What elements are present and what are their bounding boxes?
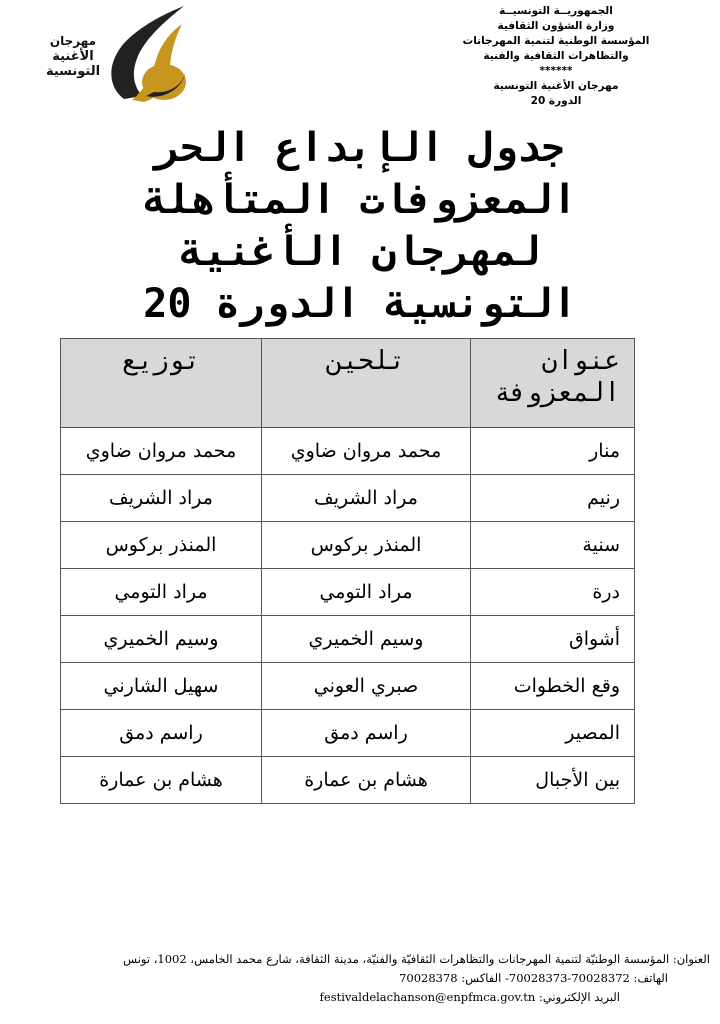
cell-title: درة (471, 569, 635, 616)
table-row (61, 569, 635, 616)
table-row (61, 475, 635, 522)
cell-arranger: مراد التومي (61, 569, 262, 616)
header-line: وزارة الشؤون الثقافية (497, 20, 615, 32)
title-line: المعزوفات المتأهلة (143, 177, 577, 223)
cell-arranger: وسيم الخميري (61, 616, 262, 663)
footer-phone: الهاتف: 70028372-70028373- الفاكس: 70028378 (399, 971, 668, 985)
cell-title: رنيم (471, 475, 635, 522)
cell-composer: هشام بن عمارة (262, 757, 471, 804)
table-row (61, 663, 635, 710)
cell-title: المصير (471, 710, 635, 757)
header-line: الجمهوريــة التونسيــة (499, 5, 613, 17)
cell-composer: وسيم الخميري (262, 616, 471, 663)
title-line: التونسية الدورة 20 (143, 281, 577, 327)
table-row (61, 616, 635, 663)
footer-address: العنوان: المؤسسة الوطنيّة لتنمية المهرجانات والتظاهرات الثقافيّة والفنيّة، مدينة الثقافة، شارع محمد الخامس، 1002، تونس (123, 952, 710, 966)
header-line: الدورة 20 (530, 95, 582, 107)
cell-composer: مراد الشريف (262, 475, 471, 522)
compositions-table (60, 338, 635, 804)
table-row (61, 710, 635, 757)
logo-text (28, 34, 118, 79)
logo-line-1: مهرجان (49, 34, 97, 48)
header-line: مهرجان الأغنية التونسية (493, 80, 619, 92)
title-line: لمهرجان الأغنية (179, 229, 541, 275)
table-header-row (61, 339, 635, 428)
cell-composer: محمد مروان ضاوي (262, 428, 471, 475)
header-line: المؤسسة الوطنية لتنمية المهرجانات (462, 35, 650, 47)
cell-title: وقع الخطوات (471, 663, 635, 710)
cell-composer: مراد التومي (262, 569, 471, 616)
cell-arranger: مراد الشريف (61, 475, 262, 522)
logo-line-2: الأغنية التونسية (45, 49, 101, 79)
footer-contact (20, 950, 710, 1007)
header-composition: تلحين (262, 339, 471, 428)
official-header (406, 4, 706, 109)
cell-title: سنية (471, 522, 635, 569)
cell-arranger: هشام بن عمارة (61, 757, 262, 804)
header-line: والتظاهرات الثقافية والفنية (483, 50, 629, 62)
cell-composer: المنذر بركوس (262, 522, 471, 569)
cell-arranger: المنذر بركوس (61, 522, 262, 569)
cell-title: منار (471, 428, 635, 475)
cell-title: بين الأجبال (471, 757, 635, 804)
table-row (61, 757, 635, 804)
table-row (61, 522, 635, 569)
header-arrangement: توزيع (61, 339, 262, 428)
title-line: جدول الإبداع الحر (155, 125, 565, 171)
cell-title: أشواق (471, 616, 635, 663)
header-title: عنوان المعزوفة (471, 339, 635, 428)
cell-arranger: محمد مروان ضاوي (61, 428, 262, 475)
cell-arranger: سهيل الشارني (61, 663, 262, 710)
footer-email: البريد الإلكتروني: festivaldelachanson@enpfmca.gov.tn (319, 990, 620, 1004)
page-title (40, 122, 680, 330)
table-row (61, 428, 635, 475)
header-line: ****** (539, 65, 573, 77)
cell-composer: راسم دمق (262, 710, 471, 757)
cell-composer: صبري العوني (262, 663, 471, 710)
cell-arranger: راسم دمق (61, 710, 262, 757)
